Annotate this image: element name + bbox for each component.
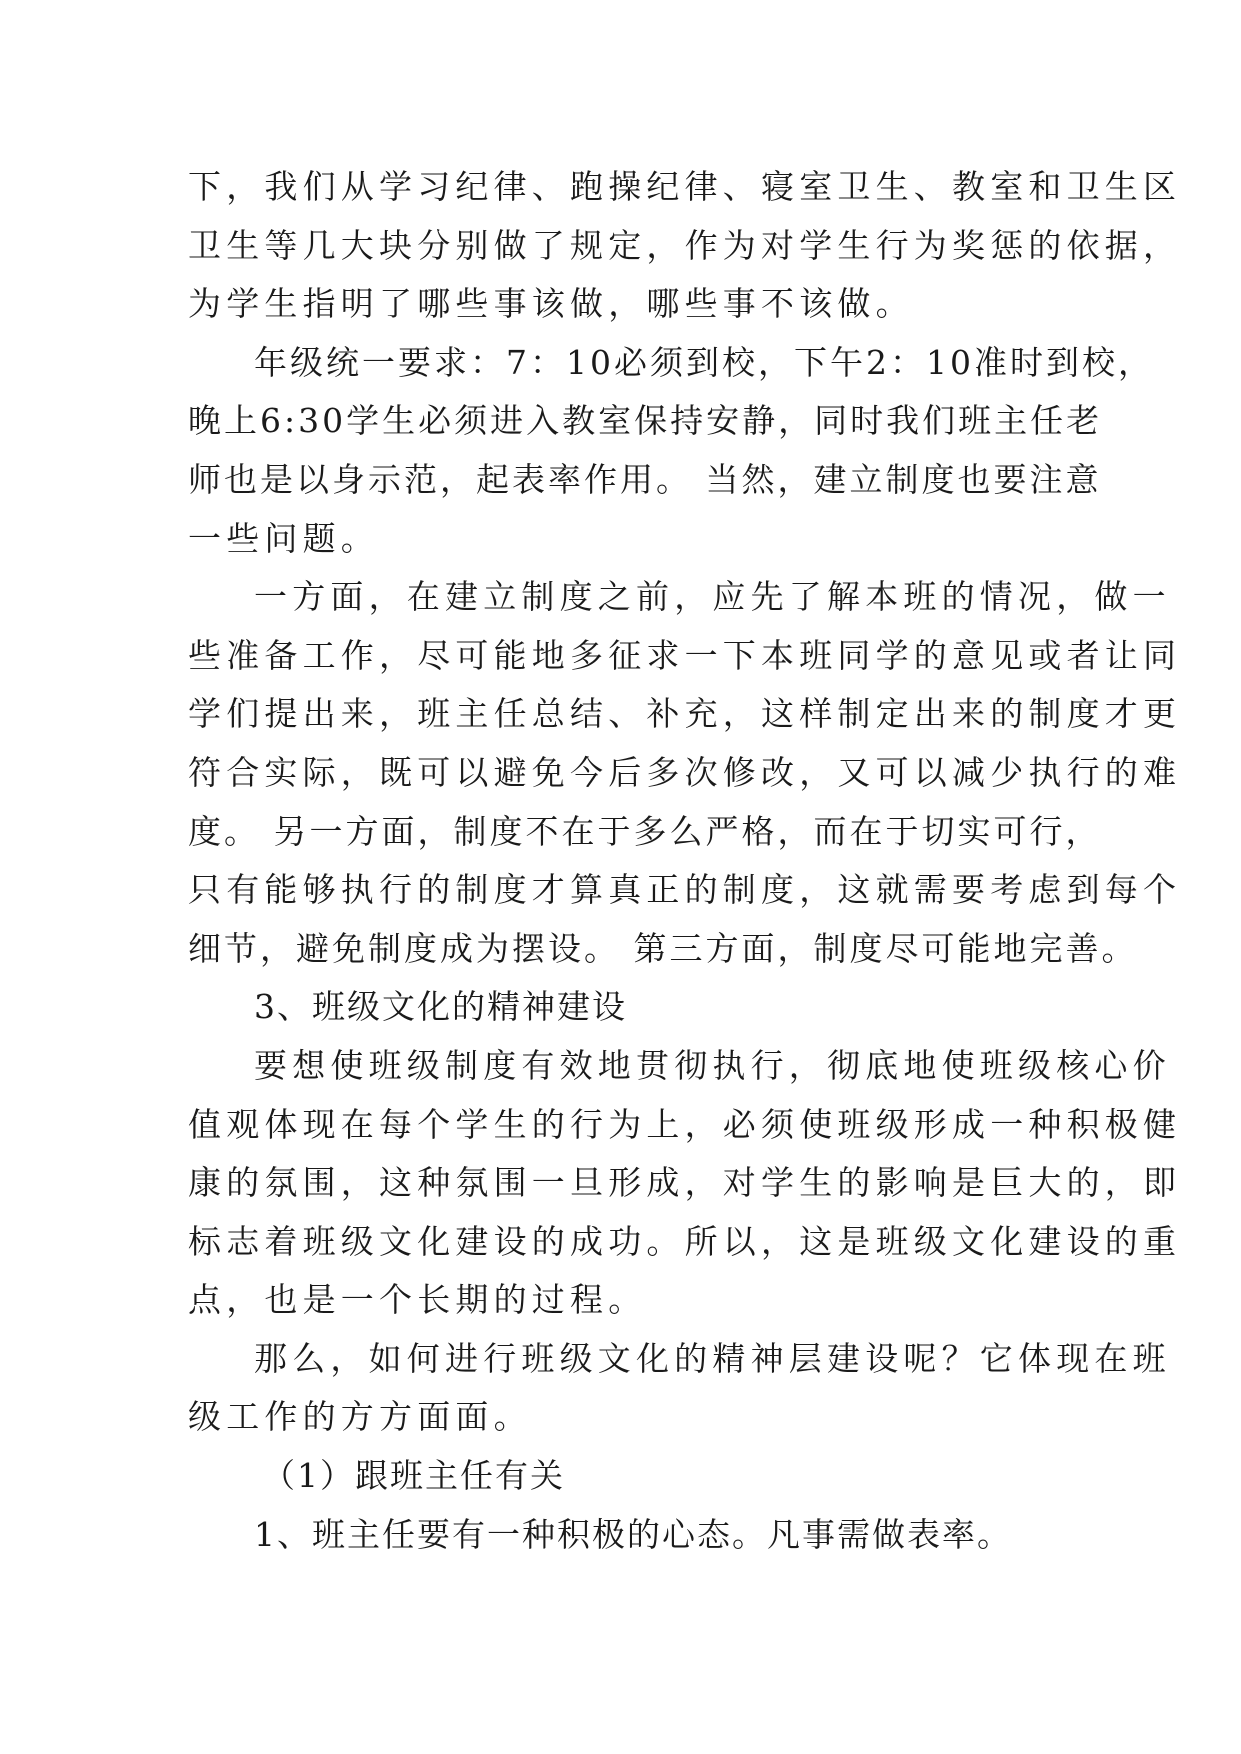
text-line: 学们提出来，班主任总结、补充，这样制定出来的制度才更	[188, 694, 1182, 734]
text-line: 1、班主任要有一种积极的心态。凡事需做表率。	[254, 1514, 1012, 1554]
text-line: 年级统一要求：7：10必须到校，下午2：10准时到校，	[254, 342, 1154, 382]
text-line: 师也是以身示范，起表率作用。 当然，建立制度也要注意	[188, 459, 1102, 499]
text-line: 标志着班级文化建设的成功。所以，这是班级文化建设的重	[188, 1221, 1182, 1261]
text-line: 只有能够执行的制度才算真正的制度，这就需要考虑到每个	[188, 870, 1182, 910]
subsection-heading: （1）跟班主任有关	[262, 1456, 565, 1496]
text-line: 卫生等几大块分别做了规定，作为对学生行为奖惩的依据，	[188, 225, 1182, 265]
text-line: 级工作的方方面面。	[188, 1397, 532, 1437]
text-line: 点，也是一个长期的过程。	[188, 1280, 647, 1320]
text-line: 要想使班级制度有效地贯彻执行，彻底地使班级核心价	[254, 1045, 1171, 1085]
text-line: 细节，避免制度成为摆设。 第三方面，制度尽可能地完善。	[188, 928, 1138, 968]
text-line: 那么，如何进行班级文化的精神层建设呢？它体现在班	[254, 1338, 1171, 1378]
text-line: 康的氛围，这种氛围一旦形成，对学生的影响是巨大的，即	[188, 1163, 1182, 1203]
text-line: 符合实际，既可以避免今后多次修改，又可以减少执行的难	[188, 752, 1182, 792]
text-line: 晚上6:30学生必须进入教室保持安静，同时我们班主任老	[188, 401, 1103, 441]
text-line: 度。 另一方面，制度不在于多么严格，而在于切实可行，	[188, 811, 1102, 851]
text-line: 些准备工作，尽可能地多征求一下本班同学的意见或者让同	[188, 635, 1182, 675]
document-body	[188, 158, 1182, 1564]
section-heading: 3、班级文化的精神建设	[254, 987, 627, 1027]
text-line: 下，我们从学习纪律、跑操纪律、寝室卫生、教室和卫生区	[188, 167, 1182, 206]
text-line: 为学生指明了哪些事该做，哪些事不该做。	[188, 284, 914, 324]
text-line: 一些问题。	[188, 518, 379, 558]
text-line: 一方面，在建立制度之前，应先了解本班的情况，做一	[254, 577, 1171, 617]
text-line: 值观体现在每个学生的行为上，必须使班级形成一种积极健	[188, 1104, 1182, 1144]
